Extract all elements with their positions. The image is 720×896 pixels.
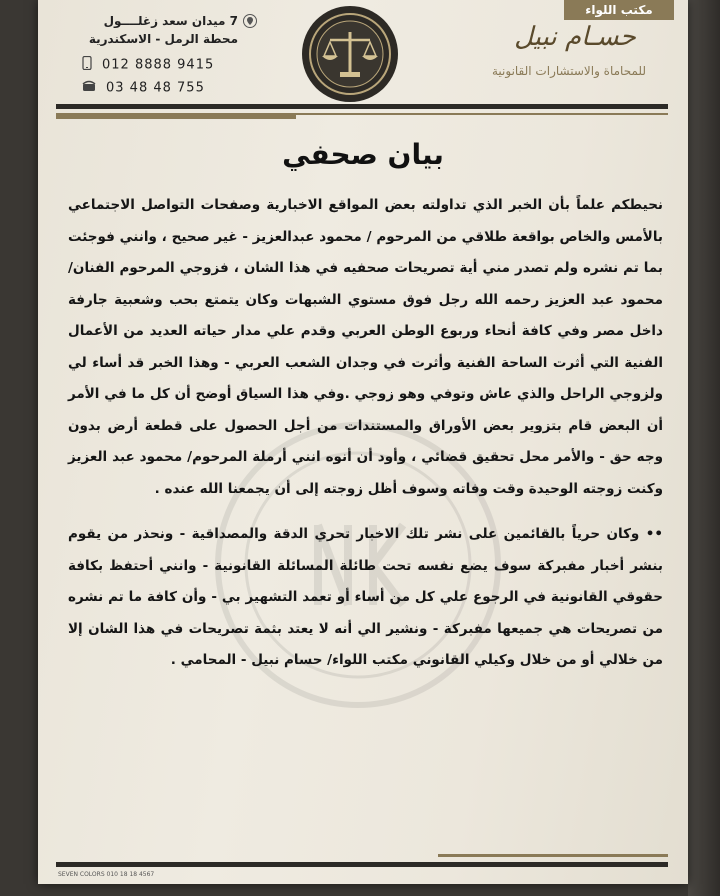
brand-subtitle: للمحاماة والاستشارات القانونية bbox=[491, 64, 647, 78]
statement-body bbox=[68, 190, 663, 677]
header-accent-line bbox=[296, 113, 668, 115]
mobile-number-row bbox=[82, 56, 214, 74]
office-badge: مكتب اللواء bbox=[564, 0, 674, 20]
statement-paragraph: نحيطكم علماً بأن الخبر الذي تداولته بعض المواقع الاخبارية وصفحات التواصل الاجتماعي بالأمس والخاص بواقعة طلاقي من المرحوم / محمود عبدالعزيز - غير صحيح ، وانني فوجئت بما تم نشره ولم تصدر مني أية تصريحات صحفيه في هذا الشان ، فزوجي المرحوم الفنان/ محمود عبد العزيز رحمه الله رجل فوق مستوي الشبهات وكان يتمتع بحب وشعبية جارفة داخل مصر وفي كافة أنحاء وربوع الوطن العربي وقدم علي مدار حياته العديد من الأعمال الفنية التي أثرت الساحة الفنية وأثرت في وجدان الشعب العربي - وهذا الخبر قد أساء لي ولزوجي الراحل والذي عاش وتوفي وهو زوجي .وفي هذا السياق أوضح أن كل ما في الأمر أن البعض قام بتزوير بعض الأوراق والمستندات من أجل الحصول على قطعة أرض بدون وجه حق - والأمر محل تحقيق قضائي ، وأود أن أنوه انني أرملة المرحوم/ محمود عبد العزيز وكنت زوجته الوحيدة وقت وفاته وسوف أظل زوجته إلى أن يجمعنا الله عنده . bbox=[68, 197, 663, 497]
address-line-street: 7 ميدان سعد زغلــــول bbox=[103, 14, 238, 28]
address-line-district: محطة الرمل - الاسكندرية bbox=[88, 32, 238, 46]
landline-number: 03 48 48 755 bbox=[106, 80, 205, 96]
desk-background-edge bbox=[688, 0, 720, 896]
footer-divider bbox=[56, 862, 668, 867]
scales-of-justice-seal-icon bbox=[300, 4, 400, 104]
header-divider bbox=[56, 104, 668, 109]
printer-note: SEVEN COLORS 010 18 18 4567 bbox=[58, 871, 155, 878]
statement-paragraph: •• وكان حرياً بالقائمين على نشر تلك الاخبار تحري الدقة والمصداقية - ونحذر من يقوم بنشر أخبار مفبركة سوف يضع نفسه تحت طائلة المسائلة القانونية - وانني أحتفظ بكافة حقوقي القانونية في الرجوع علي كل من أساء أو تعمد التشهير بي - وأن كافة ما تم نشره من تصريحات هي جميعها مفبركة - ونشير الي أنه لا يعتد بثمة تصريحات في هذا الشان إلا من خلالي أو من خلال وكيلي القانوني مكتب اللواء/ حسام نبيل - المحامي . bbox=[68, 526, 663, 668]
location-pin-icon bbox=[243, 14, 257, 28]
brand-name: حسـام نبيل bbox=[514, 22, 636, 52]
office-address bbox=[88, 12, 238, 48]
mobile-number: 012 8888 9415 bbox=[102, 57, 215, 73]
landline-number-row bbox=[82, 80, 205, 96]
document-title: بيان صحفي bbox=[282, 138, 444, 171]
header-accent-bar bbox=[56, 113, 296, 119]
telephone-icon bbox=[82, 80, 96, 96]
mobile-phone-icon bbox=[82, 56, 92, 74]
footer-accent-line bbox=[438, 854, 668, 857]
letterhead-page bbox=[38, 0, 688, 884]
